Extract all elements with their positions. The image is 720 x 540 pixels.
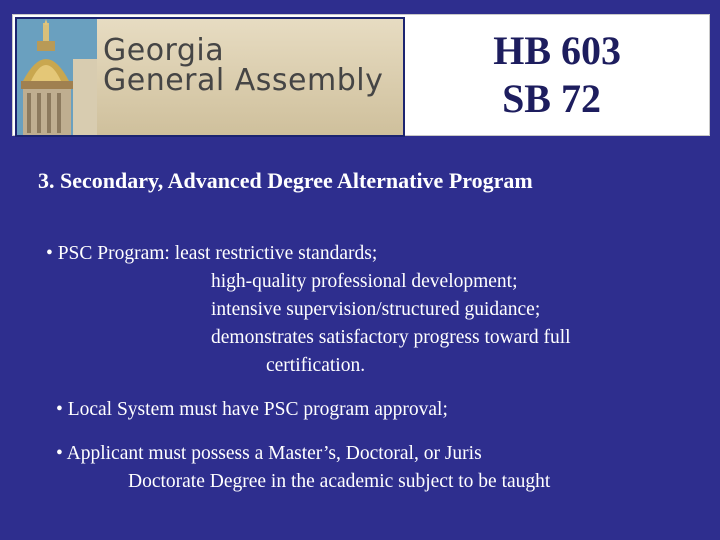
logo-text-general-assembly: General Assembly [103, 63, 384, 98]
bullet-psc-program-line5: certification. [266, 355, 366, 376]
bullet-applicant-line2: Doctorate Degree in the academic subject to be taught [128, 471, 551, 492]
bullet-psc-program-line4: demonstrates satisfactory progress toward full [211, 327, 571, 348]
header-banner [12, 14, 710, 136]
bill-number-hb: HB 603 [493, 28, 621, 73]
capitol-dome-icon [17, 19, 97, 135]
bullet-psc-program-line1: • PSC Program: least restrictive standards; [46, 243, 378, 264]
logo-text-georgia: Georgia [103, 33, 225, 68]
bullet-psc-program-line2: high-quality professional development; [211, 271, 518, 292]
bill-number-sb: SB 72 [502, 76, 601, 121]
section-heading: 3. Secondary, Advanced Degree Alternative Program [38, 168, 533, 193]
bullet-local-system: • Local System must have PSC program approval; [56, 399, 448, 420]
bullet-applicant-line1: • Applicant must possess a Master’s, Doctoral, or Juris [56, 443, 482, 464]
georgia-general-assembly-logo [15, 17, 405, 137]
bullet-psc-program-line3: intensive supervision/structured guidance; [211, 299, 541, 320]
